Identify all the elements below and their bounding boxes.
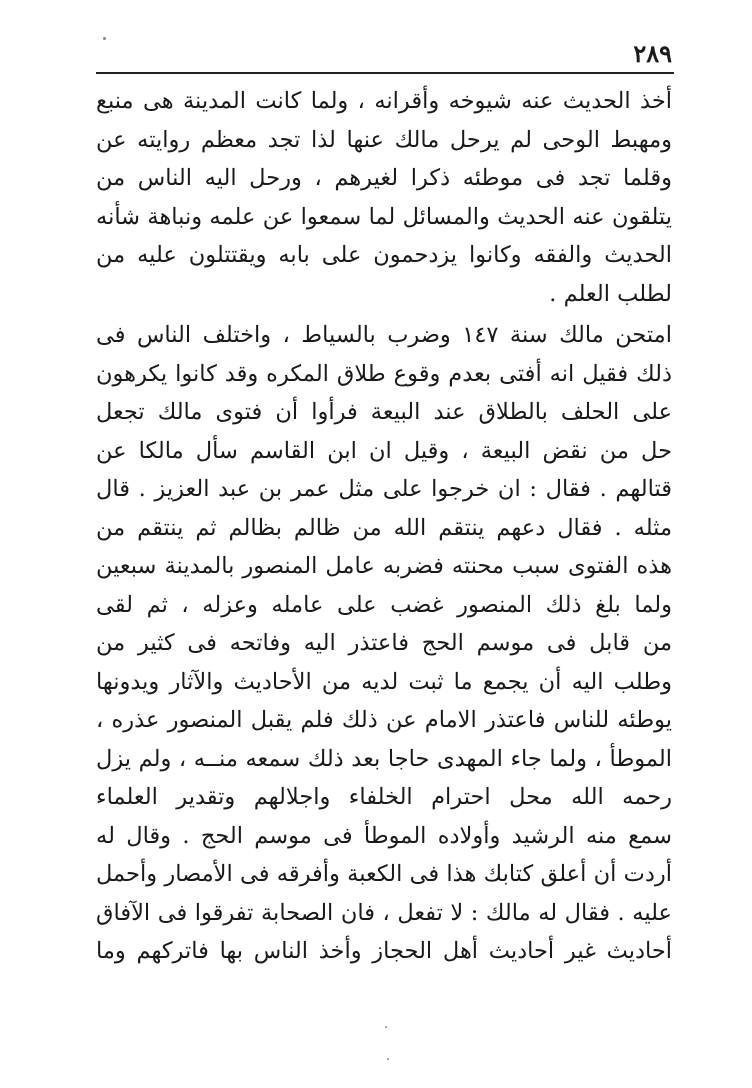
scan-speck (385, 1026, 387, 1028)
text-line: ولما بلغ ذلك المنصور غضب على عامله وعزله ، ثم لقى (96, 591, 672, 618)
text-line: أخذ الحديث عنه شيوخه وأقرانه ، ولما كانت المدينة هى منبع (96, 88, 672, 114)
text-line: وقلما تجد فى موطئه ذكرا لغيرهم ، ورحل اليه الناس من (96, 165, 672, 191)
text-line: يوطئه للناس فاعتذر الامام عن ذلك فلم يقبل المنصور عذره ، (96, 707, 672, 733)
text-line: أحاديث غير أحاديث أهل الحجاز وأخذ الناس بها فاتركهم وما (96, 938, 672, 964)
text-line: مثله . فقال دعهم ينتقم الله من ظالم بظالم ثم ينتقم من (96, 514, 672, 541)
header-rule (96, 72, 674, 74)
text-line: على الحلف بالطلاق عند البيعة فرأوا أن فتوى مالك تجعل (96, 399, 672, 425)
text-line: الموطأ ، ولما جاء المهدى حاجا بعد ذلك سمعه منــه ، ولم يزل (96, 745, 672, 772)
paragraph-1 (96, 82, 672, 313)
text-line: سمع منه الرشيد وأولاده الموطأ فى موسم الحج . وقال له (96, 822, 672, 849)
text-line: الحديث والفقه وكانوا يزدحمون على بابه ويقتتلون عليه من (96, 242, 672, 268)
text-line: ومهبط الوحى لم يرحل مالك عنها لذا تجد معظم روايته عن (96, 126, 672, 153)
text-line: حل من نقض البيعة ، وقيل ان ابن القاسم سأل مالكا عن (96, 437, 672, 464)
text-line: أردت أن أعلق كتابك هذا فى الكعبة وأفرقه فى الأمصار وأحمل (96, 861, 672, 887)
text-line: رحمه الله محل احترام الخلفاء واجلالهم وتقدير العلماء (96, 784, 672, 810)
text-line: يتلقون عنه الحديث والمسائل لما سمعوا عن علمه ونباهة شأنه (96, 203, 672, 230)
text-line: وطلب اليه أن يجمع ما ثبت لديه من الأحاديث والآثار ويدونها (96, 668, 672, 695)
text-line: قتالهم . فقال : ان خرجوا على مثل عمر بن عبد العزيز . قال (96, 476, 672, 502)
page-number: ٢٨٩ (633, 39, 672, 68)
scan-speck (103, 37, 106, 40)
paragraph-2 (96, 316, 672, 971)
scan-speck (387, 1058, 389, 1060)
text-line: من قابل فى موسم الحج فاعتذر اليه وفاتحه فى كثير من (96, 630, 672, 656)
text-line: هذه الفتوى سبب محنته فضربه عامل المنصور بالمدينة سبعين (96, 553, 672, 579)
text-line: ذلك فقيل انه أفتى بعدم وقوع طلاق المكره وقد كانوا يكرهون (96, 360, 672, 387)
text-line: عليه . فقال له مالك : لا تفعل ، فان الصحابة تفرقوا فى الآفاق (96, 899, 672, 926)
text-line: امتحن مالك سنة ١٤٧ وضرب بالسياط ، واختلف الناس فى (96, 322, 672, 348)
text-line: لطلب العلم . (549, 280, 672, 307)
